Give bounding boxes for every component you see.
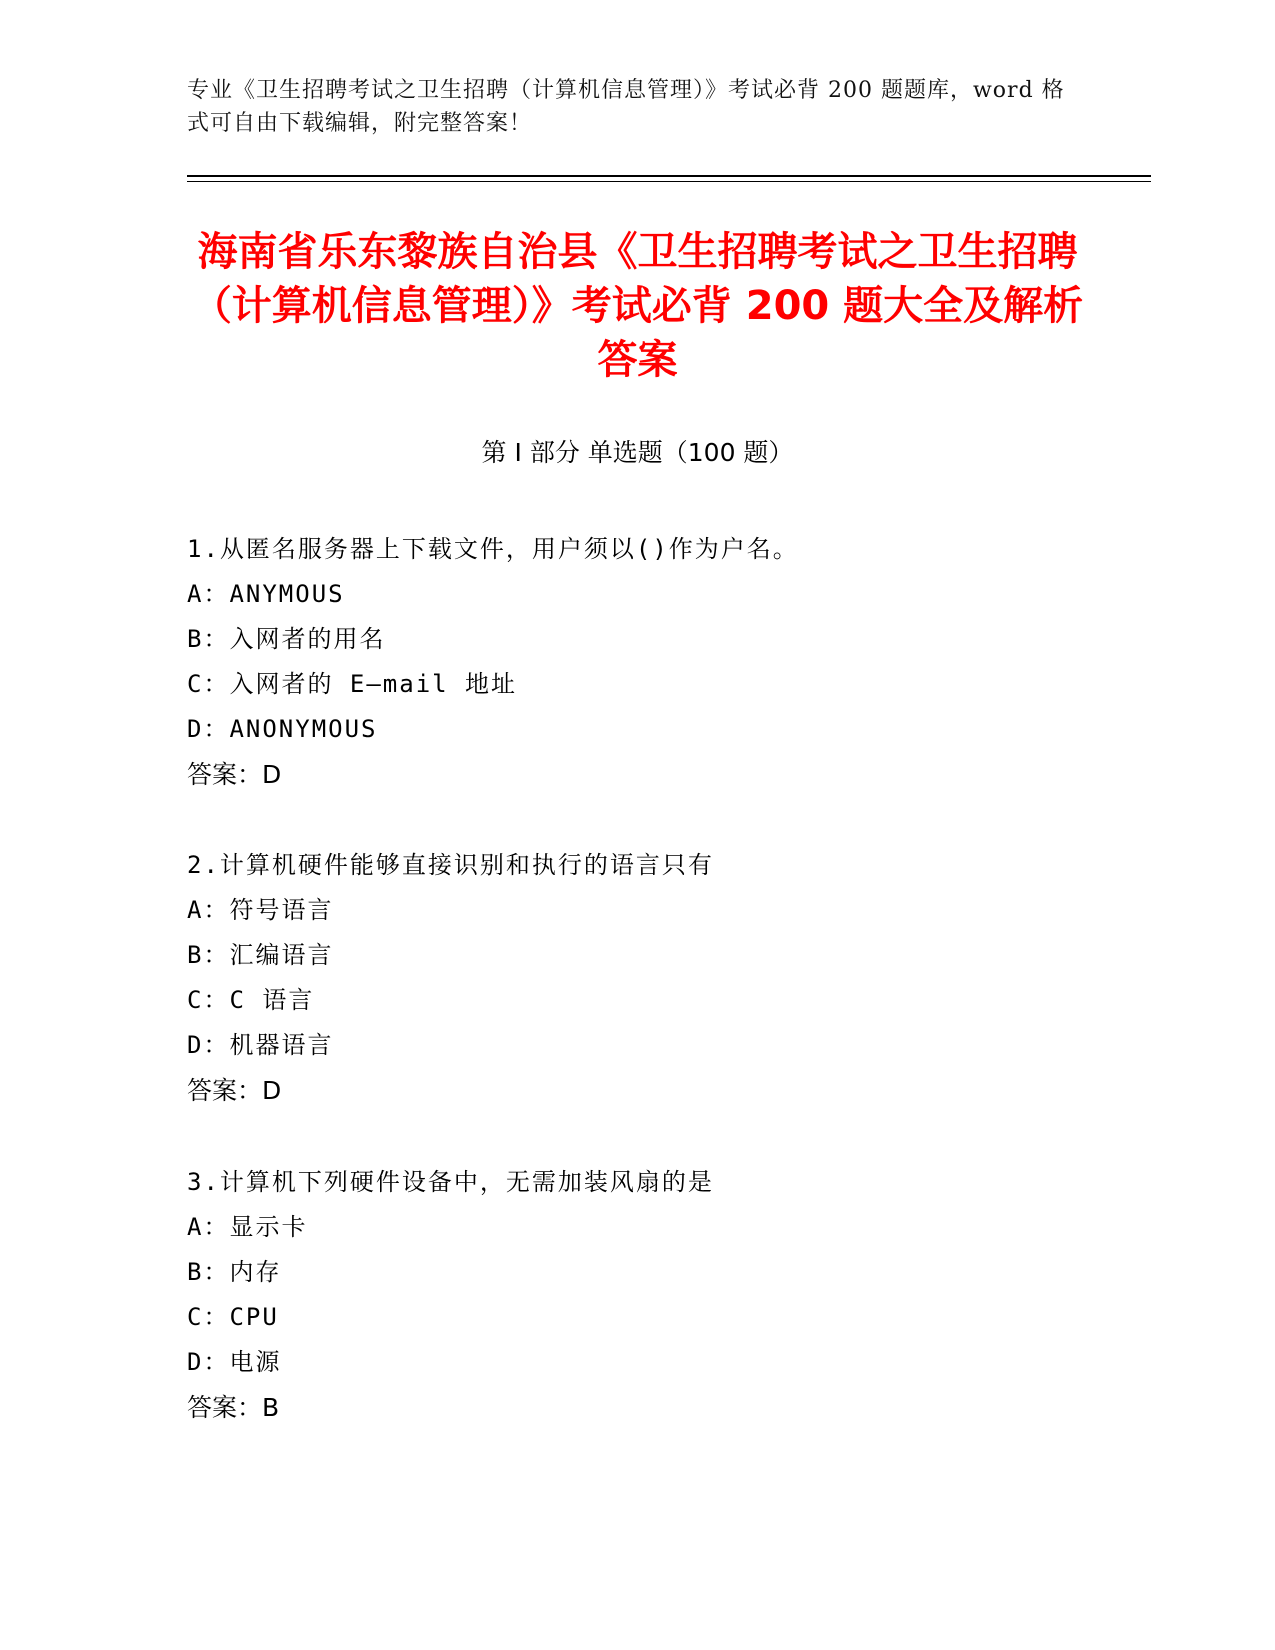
- question-3: [187, 1160, 1137, 1430]
- answer-label: 答案：B: [187, 1393, 280, 1422]
- option-d: D：ANONYMOUS: [187, 715, 378, 743]
- option-b: B：内存: [187, 1258, 282, 1286]
- option-c: C：CPU: [187, 1303, 279, 1331]
- question-2: [187, 843, 1137, 1113]
- answer-label: 答案：D: [187, 760, 282, 789]
- option-d: D：机器语言: [187, 1031, 334, 1059]
- option-b: B：汇编语言: [187, 941, 334, 969]
- option-a: A：符号语言: [187, 896, 334, 924]
- question-stem: 3.计算机下列硬件设备中，无需加装风扇的是: [187, 1168, 714, 1196]
- option-a: A：显示卡: [187, 1213, 308, 1241]
- question-1: [187, 527, 1137, 797]
- header-note: 专业《卫生招聘考试之卫生招聘（计算机信息管理）》考试必背 200 题题库，word 格式可自由下载编辑，附完整答案！: [187, 78, 1065, 136]
- question-stem: 2.计算机硬件能够直接识别和执行的语言只有: [187, 851, 714, 879]
- document-title: 海南省乐东黎族自治县《卫生招聘考试之卫生招聘（计算机信息管理）》考试必背 200 题大全及解析答案: [191, 229, 1084, 383]
- answer-label: 答案：D: [187, 1076, 282, 1105]
- header-rule-thin: [187, 181, 1151, 182]
- section-heading: 第 I 部分 单选题（100 题）: [481, 438, 794, 467]
- option-c: C：入网者的 E—mail 地址: [187, 670, 518, 698]
- option-c: C：C 语言: [187, 986, 315, 1014]
- header-rule-thick: [187, 175, 1151, 177]
- option-b: B：入网者的用名: [187, 625, 386, 653]
- option-d: D：电源: [187, 1348, 282, 1376]
- question-stem: 1.从匿名服务器上下载文件，用户须以()作为户名。: [187, 535, 799, 563]
- option-a: A：ANYMOUS: [187, 580, 345, 608]
